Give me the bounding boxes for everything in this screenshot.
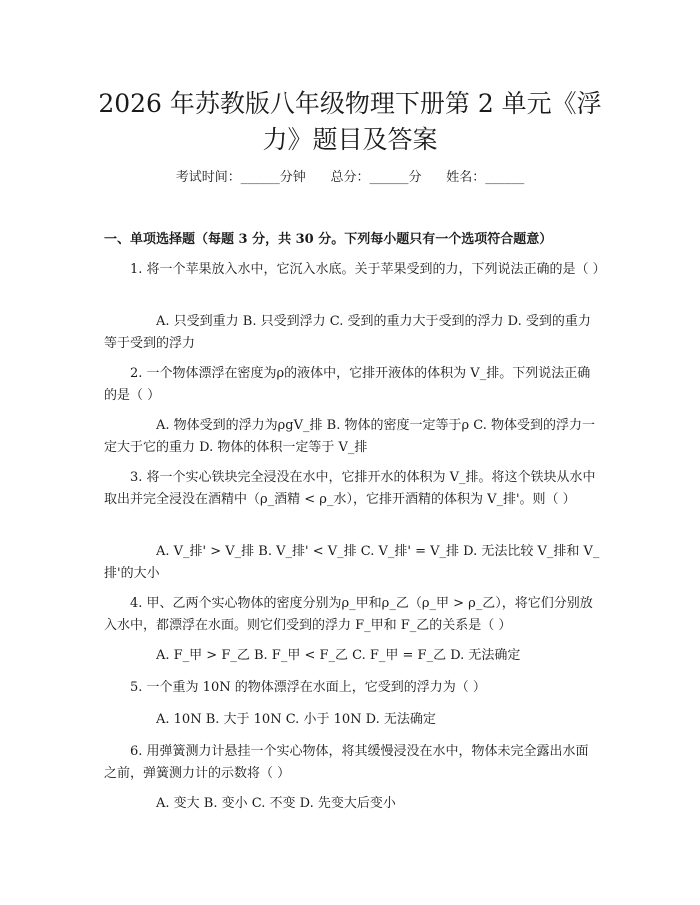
exam-info: 考试时间：______分钟 总分：______分 姓名：______ bbox=[175, 170, 525, 185]
question-2-options: A. 物体受到的浮力为ρgV_排 B. 物体的密度一定等于ρ C. 物体受到的浮力一定大于它的重力 D. 物体的体积一定等于 V_排 bbox=[104, 418, 595, 455]
question-5-stem: 5. 一个重为 10N 的物体漂浮在水面上，它受到的浮力为（ ） bbox=[130, 680, 486, 695]
question-1-options: A. 只受到重力 B. 只受到浮力 C. 受到的重力大于受到的浮力 D. 受到的重力等于受到的浮力 bbox=[104, 314, 591, 351]
question-4-stem: 4. 甲、乙两个实心物体的密度分别为ρ_甲和ρ_乙（ρ_甲 > ρ_乙），将它们分别放入水中，都漂浮在水面。则它们受到的浮力 F_甲和 F_乙的关系是（ ） bbox=[104, 596, 593, 633]
question-6-options: A. 变大 B. 变小 C. 不变 D. 先变大后变小 bbox=[156, 796, 396, 811]
question-2-stem: 2. 一个物体漂浮在密度为ρ的液体中，它排开液体的体积为 V_排。下列说法正确的是（ ） bbox=[104, 366, 591, 403]
question-3-stem: 3. 将一个实心铁块完全浸没在水中，它排开水的体积为 V_排。将这个铁块从水中取出并完全浸没在酒精中（ρ_酒精 < ρ_水），它排开酒精的体积为 V_排'。则（ ） bbox=[104, 470, 596, 507]
section-heading: 一、单项选择题（每题 3 分，共 30 分。下列每小题只有一个选项符合题意） bbox=[104, 232, 553, 247]
question-3-options: A. V_排' > V_排 B. V_排' < V_排 C. V_排' = V_排 D. 无法比较 V_排和 V_排'的大小 bbox=[104, 544, 600, 581]
page-title: 2026 年苏教版八年级物理下册第 2 单元《浮力》题目及答案 bbox=[98, 89, 602, 154]
question-1-stem: 1. 将一个苹果放入水中，它沉入水底。关于苹果受到的力，下列说法正确的是（ ） bbox=[130, 262, 606, 277]
question-6-stem: 6. 用弹簧测力计悬挂一个实心物体，将其缓慢浸没在水中，物体未完全露出水面之前，弹簧测力计的示数将（ ） bbox=[104, 744, 589, 781]
question-5-options: A. 10N B. 大于 10N C. 小于 10N D. 无法确定 bbox=[156, 712, 436, 727]
question-4-options: A. F_甲 > F_乙 B. F_甲 < F_乙 C. F_甲 = F_乙 D. 无法确定 bbox=[156, 648, 521, 663]
